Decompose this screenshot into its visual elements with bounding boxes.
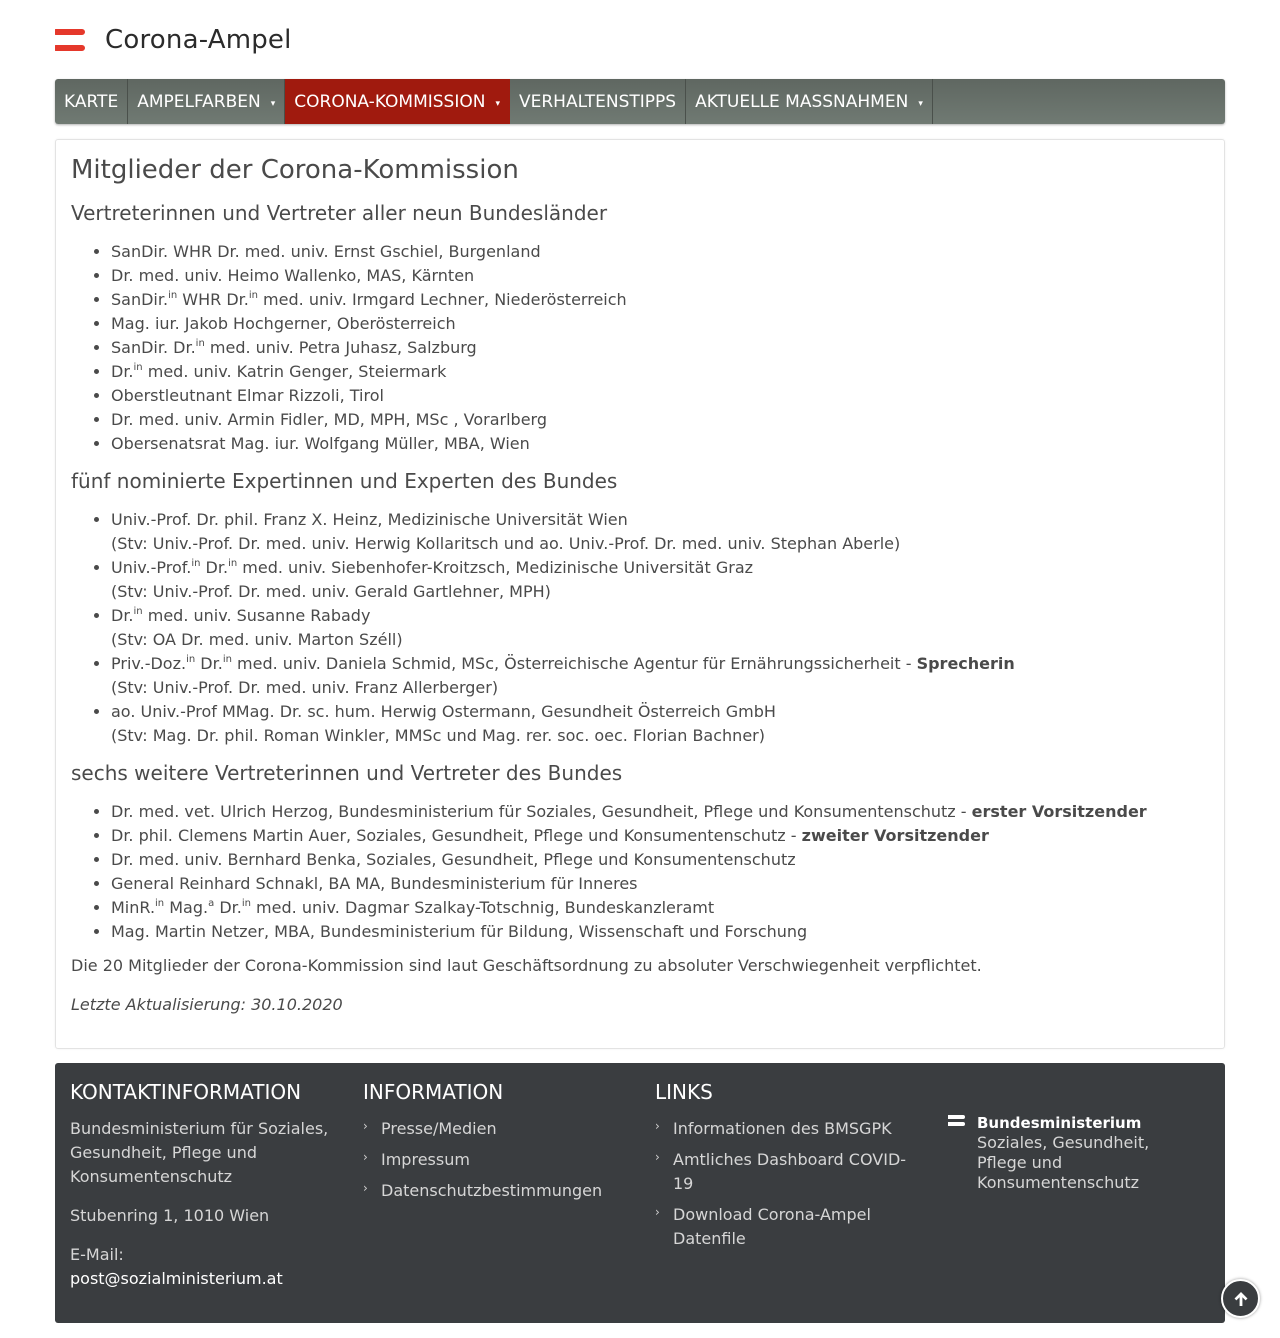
member-list [71, 508, 1209, 748]
main-navigation [55, 79, 1225, 124]
member-item [111, 360, 1209, 384]
member-text: SanDir. WHR Dr. med. univ. Ernst Gschiel, Burgenland [111, 242, 541, 261]
member-text: Obersenatsrat Mag. iur. Wolfgang Müller, MBA, Wien [111, 434, 530, 453]
member-item [111, 604, 1209, 652]
member-text: (Stv: Univ.-Prof. Dr. med. univ. Herwig Kollaritsch und ao. Univ.-Prof. Dr. med. univ. Stephan Aberle) [111, 534, 901, 553]
member-text: General Reinhard Schnakl, BA MA, Bundesministerium für Inneres [111, 874, 638, 893]
role-label: Sprecherin [916, 654, 1015, 673]
footer-link-label: Impressum [381, 1150, 470, 1169]
title-suffix: in [241, 898, 251, 909]
member-text: Univ.-Prof. Dr. phil. Franz X. Heinz, Medizinische Universität Wien [111, 510, 628, 529]
footer-link-label: Informationen des BMSGPK [673, 1119, 892, 1138]
member-text: WHR Dr. [177, 290, 249, 309]
ministry-logo[interactable] [948, 1113, 1177, 1193]
ministry-flag-icon [948, 1113, 966, 1193]
member-text: Dr. [195, 654, 223, 673]
member-text: Dr. [111, 362, 134, 381]
title-suffix: a [208, 898, 215, 909]
nav-item-label: AKTUELLE MASSNAHMEN [695, 91, 909, 112]
member-text: med. univ. Petra Juhasz, Salzburg [204, 338, 477, 357]
member-text: med. univ. Irmgard Lechner, Niederösterreich [257, 290, 627, 309]
member-text: Mag. [164, 898, 209, 917]
arrow-up-icon [1232, 1290, 1250, 1308]
contact-org: Bundesministerium für Soziales, Gesundheit, Pflege und Konsumentenschutz [70, 1119, 329, 1186]
member-sections [71, 200, 1209, 944]
member-item [111, 312, 1209, 336]
member-text: Univ.-Prof. [111, 558, 192, 577]
caret-down-icon: ▾ [918, 98, 923, 109]
contact-address: Stubenring 1, 1010 Wien [70, 1206, 270, 1225]
member-text: med. univ. Susanne Rabady [142, 606, 371, 625]
member-item [111, 336, 1209, 360]
member-item [111, 920, 1209, 944]
member-list [71, 800, 1209, 944]
confidentiality-note: Die 20 Mitglieder der Corona-Kommission sind laut Geschäftsordnung zu absoluter Verschwiegenheit verpflichtet. [71, 956, 982, 975]
austria-flag-logo[interactable] [55, 29, 87, 51]
member-text: med. univ. Daniela Schmid, MSc, Österreichische Agentur für Ernährungssicherheit - [231, 654, 917, 673]
chevron-right-icon: › [363, 1119, 368, 1133]
member-item [111, 508, 1209, 556]
chevron-right-icon: › [655, 1119, 660, 1133]
footer-information [363, 1079, 633, 1210]
footer-link[interactable] [655, 1203, 915, 1251]
member-text: Dr. med. vet. Ulrich Herzog, Bundesministerium für Soziales, Gesundheit, Pflege und Konsumentenschutz - [111, 802, 972, 821]
chevron-right-icon: › [363, 1150, 368, 1164]
member-text: Mag. iur. Jakob Hochgerner, Oberösterreich [111, 314, 456, 333]
section-heading: Vertreterinnen und Vertreter aller neun Bundesländer [71, 201, 608, 225]
footer-link-label: Datenschutzbestimmungen [381, 1181, 603, 1200]
caret-down-icon: ▾ [495, 98, 500, 109]
main-content [55, 139, 1225, 1049]
last-updated: Letzte Aktualisierung: 30.10.2020 [71, 995, 343, 1014]
title-suffix: in [168, 290, 178, 301]
footer-contact [70, 1079, 340, 1306]
member-text: ao. Univ.-Prof MMag. Dr. sc. hum. Herwig Ostermann, Gesundheit Österreich GmbH [111, 702, 776, 721]
member-item [111, 652, 1209, 700]
footer-link[interactable] [363, 1117, 633, 1141]
member-text: med. univ. Katrin Genger, Steiermark [142, 362, 447, 381]
nav-item-corona-kommission[interactable] [285, 79, 510, 124]
member-item [111, 896, 1209, 920]
member-item [111, 408, 1209, 432]
section-heading: sechs weitere Vertreterinnen und Vertreter des Bundes [71, 761, 623, 785]
role-label: erster Vorsitzender [971, 802, 1147, 821]
nav-item-label: CORONA-KOMMISSION [294, 91, 486, 112]
ministry-subtitle: Soziales, Gesundheit, Pflege und Konsumentenschutz [977, 1133, 1150, 1192]
member-item [111, 800, 1209, 824]
title-suffix: in [133, 362, 143, 373]
member-text: Priv.-Doz. [111, 654, 187, 673]
member-text: SanDir. Dr. [111, 338, 196, 357]
title-suffix: in [155, 898, 165, 909]
nav-item-label: VERHALTENSTIPPS [519, 91, 677, 112]
footer-link[interactable] [655, 1148, 915, 1196]
footer-link[interactable] [655, 1117, 915, 1141]
page-title: Mitglieder der Corona-Kommission [71, 155, 519, 185]
footer-link-label: Download Corona-Ampel Datenfile [673, 1205, 871, 1248]
footer-links [655, 1079, 915, 1258]
footer [55, 1063, 1225, 1323]
nav-item-label: KARTE [64, 91, 119, 112]
chevron-right-icon: › [655, 1205, 660, 1219]
member-text: (Stv: Univ.-Prof. Dr. med. univ. Franz Allerberger) [111, 678, 499, 697]
contact-email-block [70, 1243, 340, 1291]
member-text: Dr. [200, 558, 229, 577]
footer-link[interactable] [363, 1148, 633, 1172]
site-title[interactable]: Corona-Ampel [105, 25, 292, 55]
member-text: (Stv: Univ.-Prof. Dr. med. univ. Gerald Gartlehner, MPH) [111, 582, 551, 601]
title-suffix: in [133, 606, 143, 617]
role-label: zweiter Vorsitzender [801, 826, 989, 845]
member-text: Dr. [111, 606, 134, 625]
member-text: (Stv: Mag. Dr. phil. Roman Winkler, MMSc und Mag. rer. soc. oec. Florian Bachner) [111, 726, 765, 745]
title-suffix: in [186, 654, 196, 665]
member-item [111, 288, 1209, 312]
member-text: Dr. [214, 898, 242, 917]
member-text: Mag. Martin Netzer, MBA, Bundesministerium für Bildung, Wissenschaft und Forschung [111, 922, 808, 941]
title-suffix: in [228, 558, 238, 569]
member-item [111, 432, 1209, 456]
member-text: Dr. med. univ. Bernhard Benka, Soziales, Gesundheit, Pflege und Konsumentenschutz [111, 850, 796, 869]
title-suffix: in [248, 290, 258, 301]
nav-item-ampelfarben[interactable] [128, 79, 285, 124]
member-item [111, 556, 1209, 604]
footer-link[interactable] [363, 1179, 633, 1203]
member-text: Dr. med. univ. Heimo Wallenko, MAS, Kärnten [111, 266, 475, 285]
email-link[interactable]: post@sozialministerium.at [70, 1269, 283, 1288]
links-heading: LINKS [655, 1080, 713, 1104]
nav-item-aktuelle-massnahmen[interactable] [686, 79, 933, 124]
nav-item-karte[interactable] [55, 79, 128, 124]
member-text: Dr. phil. Clemens Martin Auer, Soziales, Gesundheit, Pflege und Konsumentenschutz - [111, 826, 802, 845]
title-suffix: in [195, 338, 205, 349]
member-text: (Stv: OA Dr. med. univ. Marton Széll) [111, 630, 403, 649]
member-item [111, 264, 1209, 288]
member-text: SanDir. [111, 290, 169, 309]
scroll-to-top-button[interactable] [1221, 1279, 1260, 1318]
member-text: Oberstleutnant Elmar Rizzoli, Tirol [111, 386, 384, 405]
member-text: Dr. med. univ. Armin Fidler, MD, MPH, MSc , Vorarlberg [111, 410, 547, 429]
site-header [55, 20, 292, 60]
member-item [111, 384, 1209, 408]
member-item [111, 240, 1209, 264]
member-item [111, 872, 1209, 896]
email-label: E-Mail: [70, 1245, 124, 1264]
section-heading: fünf nominierte Expertinnen und Experten des Bundes [71, 469, 618, 493]
member-list [71, 240, 1209, 456]
member-item [111, 824, 1209, 848]
member-item [111, 848, 1209, 872]
nav-item-label: AMPELFARBEN [137, 91, 261, 112]
footer-link-label: Amtliches Dashboard COVID-19 [673, 1150, 907, 1193]
member-item [111, 700, 1209, 748]
member-text: med. univ. Dagmar Szalkay-Totschnig, Bundeskanzleramt [250, 898, 715, 917]
nav-item-verhaltenstipps[interactable] [510, 79, 686, 124]
title-suffix: in [222, 654, 232, 665]
title-suffix: in [191, 558, 201, 569]
member-text: MinR. [111, 898, 156, 917]
ministry-title: Bundesministerium [977, 1114, 1142, 1132]
caret-down-icon: ▾ [270, 98, 276, 109]
footer-link-label: Presse/Medien [381, 1119, 497, 1138]
chevron-right-icon: › [363, 1181, 368, 1195]
chevron-right-icon: › [655, 1150, 660, 1164]
member-text: med. univ. Siebenhofer-Kroitzsch, Medizinische Universität Graz [237, 558, 754, 577]
contact-heading: KONTAKTINFORMATION [70, 1080, 302, 1104]
information-heading: INFORMATION [363, 1080, 504, 1104]
